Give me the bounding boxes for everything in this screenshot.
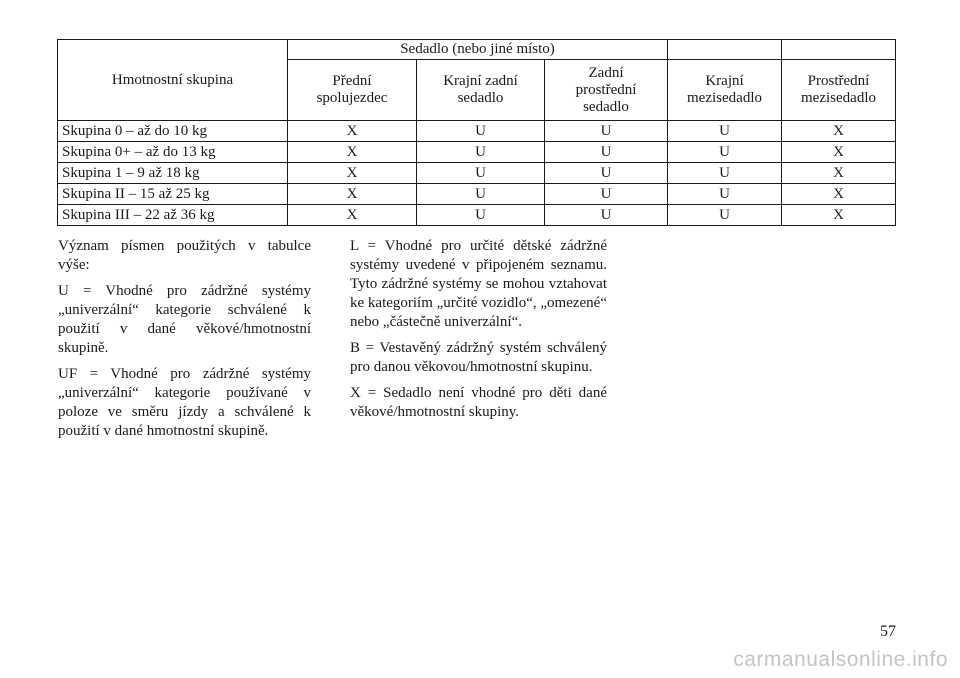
suitability-cell: U [545,121,668,142]
header-seat-column: Prostřední mezisedadlo [782,60,896,121]
suitability-cell: X [288,163,417,184]
weight-group-cell: Skupina 1 – 9 až 18 kg [58,163,288,184]
suitability-cell: U [668,142,782,163]
legend-x: X = Sedadlo není vhodné pro děti dané věkové/hmotnostní skupiny. [350,385,607,420]
suitability-cell: U [668,163,782,184]
header-seat-group: Sedadlo (nebo jiné místo) [288,40,668,60]
header-weight-group: Hmotnostní skupina [58,40,288,121]
watermark-text: carmanualsonline.info [733,648,948,671]
legend-b: B = Vestavěný zádržný systém schválený pro danou věkovou/hmotnostní skupinu. [350,340,607,375]
suitability-cell: X [288,184,417,205]
suitability-cell: U [417,163,545,184]
table-row [58,121,896,142]
weight-group-cell: Skupina II – 15 až 25 kg [58,184,288,205]
header-seat-column: Krajní mezisedadlo [668,60,782,121]
table-row [58,163,896,184]
table-row [58,205,896,226]
legend-right-column [350,237,607,429]
table-row [58,142,896,163]
suitability-cell: X [288,142,417,163]
suitability-cell: X [782,163,896,184]
legend-u: U = Vhodné pro zádržné systémy „univerzální“ kategorie schválené k použití v dané věkové/hmotnostní skupině. [58,283,311,356]
suitability-cell: X [782,121,896,142]
legend-l: L = Vhodné pro určité dětské zádržné systémy uvedené v připojeném seznamu. Tyto zádržné systémy se mohou vztahovat ke kategoriím „určité vozidlo“, „omezené“ nebo „částečně univerzální“. [350,238,607,330]
header-empty-cell [782,40,896,60]
seat-suitability-table [57,39,896,226]
suitability-cell: U [668,184,782,205]
header-seat-column: Zadní prostřední sedadlo [545,60,668,121]
header-seat-column: Krajní zadní sedadlo [417,60,545,121]
suitability-cell: U [545,205,668,226]
suitability-cell: U [668,121,782,142]
table-row [58,184,896,205]
legend-intro: Význam písmen použitých v tabulce výše: [58,238,311,273]
suitability-cell: X [782,205,896,226]
weight-group-cell: Skupina 0 – až do 10 kg [58,121,288,142]
page-number: 57 [880,623,896,640]
suitability-cell: X [782,184,896,205]
suitability-cell: U [545,163,668,184]
suitability-cell: U [668,205,782,226]
header-seat-column: Přední spolujezdec [288,60,417,121]
legend-uf: UF = Vhodné pro zádržné systémy „univerzální“ kategorie používané v poloze ve směru jízdy a schválené k použití v dané hmotnostní skupině. [58,366,311,439]
suitability-cell: U [545,184,668,205]
suitability-cell: U [417,184,545,205]
header-empty-cell [668,40,782,60]
suitability-cell: X [288,121,417,142]
suitability-cell: X [288,205,417,226]
weight-group-cell: Skupina 0+ – až do 13 kg [58,142,288,163]
suitability-cell: U [417,205,545,226]
suitability-cell: U [417,121,545,142]
weight-group-cell: Skupina III – 22 až 36 kg [58,205,288,226]
suitability-cell: U [545,142,668,163]
suitability-cell: U [417,142,545,163]
legend-left-column [58,237,311,448]
suitability-cell: X [782,142,896,163]
